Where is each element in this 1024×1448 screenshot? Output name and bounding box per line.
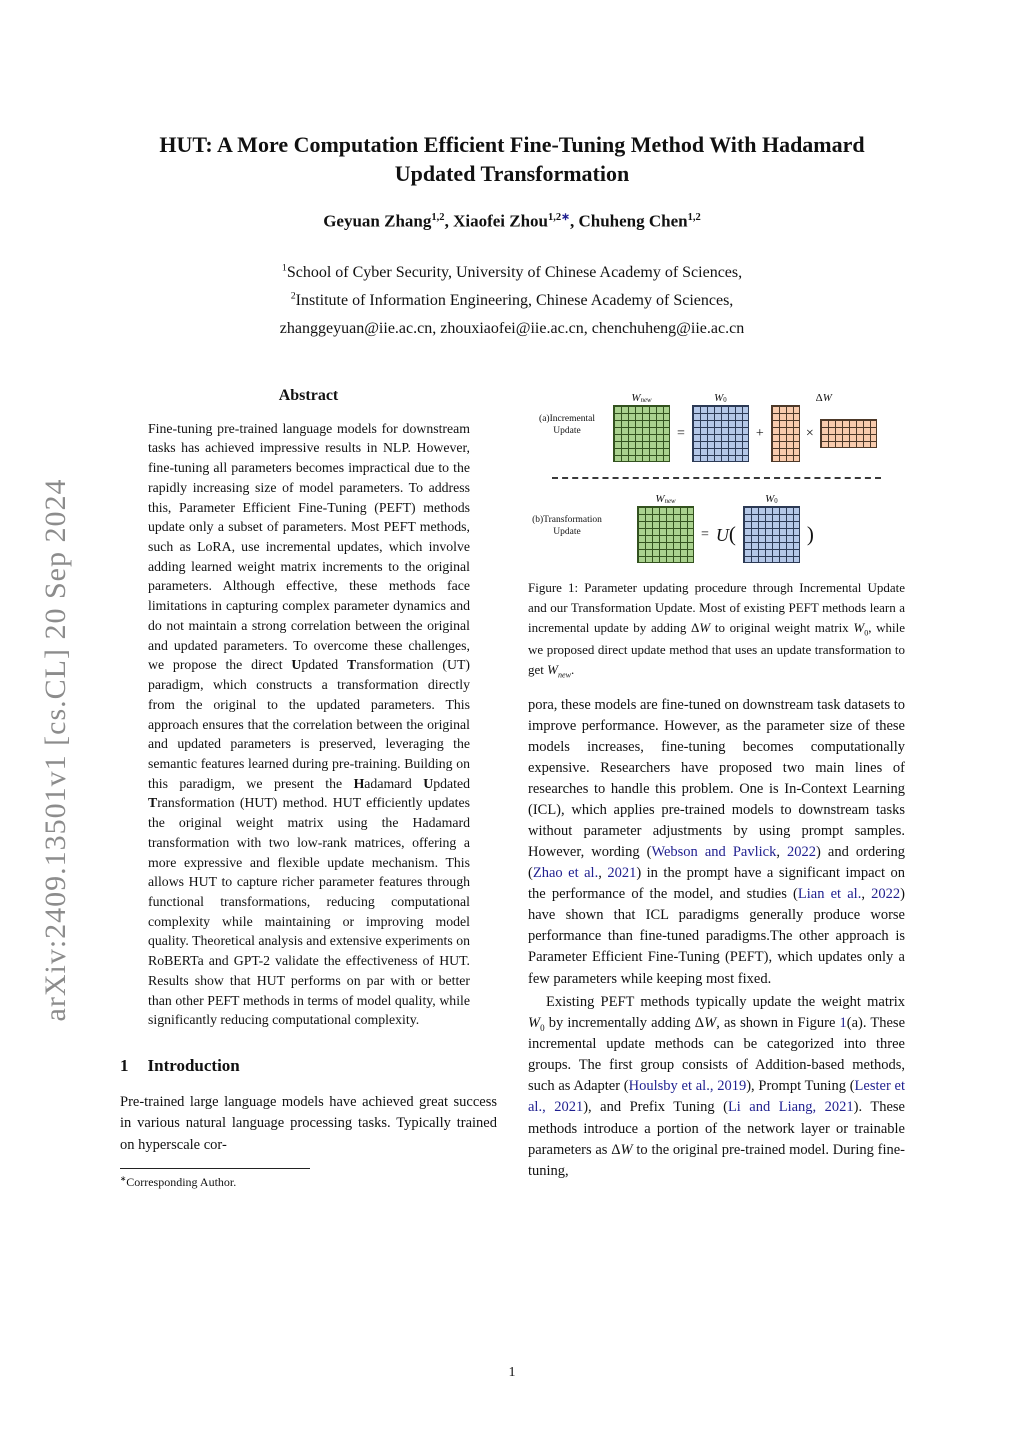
w0-label-b: W $_0$: [765, 492, 778, 505]
u-open-cell: [716, 490, 736, 563]
affiliations-block: [0, 259, 1024, 343]
figure-row-incremental-update: [528, 389, 905, 462]
w-new-cell-a: [613, 389, 670, 462]
matrix-delta-w-right: [820, 419, 877, 448]
body-paragraph-1: pora, these models are fine-tuned on downstream task datasets to improve performance. However, as the parameter size of these models increases, fine-tuning becomes computationally expensive. Researchers have proposed two main lines of researches to handle this problem. One is In-Context Learning (ICL), which applies pre-trained models to downstream tasks without parameter adjustments by using prompt samples. However, wording (Webson and Pavlick, 2022) and ordering (Zhao et al., 2021) in the prompt have a significant impact on the performance of the model, and studies (Lian et al., 2022) have shown that ICL paradigms generally produce worse performance than fine-tuned paradigms.The other approach is Parameter Efficient Fine-Tuning (PEFT), which updates only a few parameters while keeping most fixed.: [528, 697, 905, 987]
left-column: [120, 387, 497, 1190]
citation-link[interactable]: 2022: [871, 886, 901, 903]
citation-link[interactable]: Lian et al.: [797, 886, 862, 903]
abstract-text: Fine-tuning pre-trained language models for downstream tasks has achieved impressive results in NLP. However, fine-tuning all parameters becomes impractical due to the rapidly increasing size of model parameters. To address this, Parameter Efficient Fine-Tuning (PEFT) methods update only a subset of parameters. Most PEFT methods, such as LoRA, use incremental updates, which involve adding learned weight matrix increments to the original parameters. Although effective, these methods face limitations in capturing complex parameter dynamics and do not maintain a strong correlation between the original and updated parameters. To overcome these challenges, we propose the direct Updated Transformation (UT) paradigm, which constructs a transformation directly from the original to the updated parameters. This approach ensures that the correlation between the original and updated parameters is preserved, leveraging the semantic features learned during pre-training. Building on this paradigm, we present the Hadamard Updated Transformation (HUT) method. HUT efficiently updates the original weight matrix using the Hadamard transformation with two low-rank matrices, offering a more expressive and flexible update mechanism. This allows HUT to capture richer parameter features through functional transformations, reducing computational complexity while maintaining or improving model quality. Theoretical analysis and extensive experiments on RoBERTa and GPT-2 validate the effectiveness of HUT. Results show that HUT performs on par with or better than other PEFT methods in terms of model quality, while significantly reducing computational complexity.: [148, 420, 470, 1028]
times-sign: ×: [805, 425, 814, 441]
figure-1: [528, 389, 905, 563]
citation-link[interactable]: Houlsby et al., 2019: [628, 1078, 747, 1095]
affiliation-emails: zhanggeyuan@iie.ac.cn, zhouxiaofei@iie.ac.cn, chenchuheng@iie.ac.cn: [279, 319, 745, 337]
matrix-w0-a: [692, 405, 749, 462]
page-number: 1: [508, 1365, 516, 1380]
citation-link[interactable]: 1: [839, 1014, 847, 1031]
figure-caption: Figure 1: Parameter updating procedure through Incremental Update and our Transformation Update. Most of existing PEFT methods learn a incremental update by adding ΔW to original weight matrix $W_0$, while we proposed direct update method that uses an update transformation to get $W_{new}$.: [528, 579, 906, 680]
paper-title: [0, 130, 1024, 188]
matrix-w-new-a: [613, 405, 670, 462]
matrix-delta-w-left: [771, 405, 800, 462]
citation-link[interactable]: Lester et al., 2021: [528, 1078, 905, 1116]
w-new-label-a: W $_{new}$: [631, 391, 652, 404]
figure-divider: [552, 477, 881, 479]
delta-w-group: [771, 389, 877, 462]
plus-sign: +: [755, 425, 764, 441]
w0-label-a: W $_0$: [714, 391, 727, 404]
citation-link[interactable]: Webson and Pavlick: [651, 844, 777, 861]
intro-paragraph: Pre-trained large language models have achieved great success in various natural language processing tasks. Typically trained on hyperscale cor-: [120, 1094, 497, 1153]
w0-cell-a: [692, 389, 749, 462]
abstract-heading: Abstract: [278, 386, 339, 404]
right-column: [528, 387, 905, 1190]
two-column-body: [120, 387, 905, 1190]
footnote-rule: [120, 1168, 310, 1169]
w-new-label-b: W $_{new}$: [655, 492, 676, 505]
equals-sign-a: =: [677, 425, 685, 441]
row-b-label: (b)Transformation Update: [532, 514, 602, 538]
affiliation-line-2: $^2$Institute of Information Engineering, Chinese Academy of Sciences,: [290, 290, 734, 309]
w-new-cell-b: [637, 490, 694, 563]
section-number: 1: [120, 1056, 129, 1075]
citation-link[interactable]: 2022: [787, 844, 817, 861]
equals-cell-b: [701, 490, 709, 563]
figure-row-transformation-update: [528, 490, 905, 563]
footnote: [120, 1168, 497, 1190]
section-title: Introduction: [147, 1056, 240, 1075]
equals-sign-b: =: [701, 526, 709, 542]
w0-cell-b: [743, 490, 800, 563]
paper-header: [0, 0, 1024, 343]
arxiv-watermark: arXiv:2409.13501v1 [cs.CL] 20 Sep 2024: [39, 478, 72, 1022]
citation-link[interactable]: Zhao et al.: [532, 865, 599, 882]
u-transform-close: ): [806, 522, 814, 547]
section-heading-introduction: [120, 1056, 497, 1076]
body-paragraph-2: Existing PEFT methods typically update the weight matrix $W_0$ by incrementally adding ΔW, as shown in Figure 1(a). These incremental update methods can be categorized into three groups. The first group consists of Addition-based methods, such as Adapter (Houlsby et al., 2019), Prompt Tuning (Lester et al., 2021), and Prefix Tuning (Li and Liang, 2021). These methods introduce a portion of the network layer or trainable parameters as ΔW to the original pre-trained model. During fine-tuning,: [528, 993, 905, 1179]
paper-title-line-1: HUT: A More Computation Efficient Fine-Tuning Method With Hadamard: [159, 132, 865, 157]
u-close-cell: [807, 490, 814, 563]
delta-w-label: Δ W: [815, 391, 832, 404]
authors-line: Geyuan Zhang$^{1,2}$, Xiaofei Zhou$^{1,2∗}$, Chuheng Chen$^{1,2}$: [323, 211, 701, 231]
matrix-w-new-b: [637, 506, 694, 563]
citation-link[interactable]: 2021: [607, 865, 637, 882]
plus-cell: [756, 389, 764, 462]
u-transform-open: U(: [715, 522, 736, 547]
affiliation-line-1: $^1$School of Cyber Security, University of Chinese Academy of Sciences,: [281, 262, 743, 281]
footnote-text: ∗Corresponding Author.: [120, 1173, 237, 1189]
paper-title-line-2: Updated Transformation: [394, 161, 630, 187]
citation-link[interactable]: ∗: [561, 212, 570, 224]
matrix-w0-b: [743, 506, 800, 563]
citation-link[interactable]: Li and Liang, 2021: [727, 1099, 854, 1116]
row-a-label: (a)Incremental Update: [539, 413, 595, 437]
equals-cell-a: [677, 389, 685, 462]
